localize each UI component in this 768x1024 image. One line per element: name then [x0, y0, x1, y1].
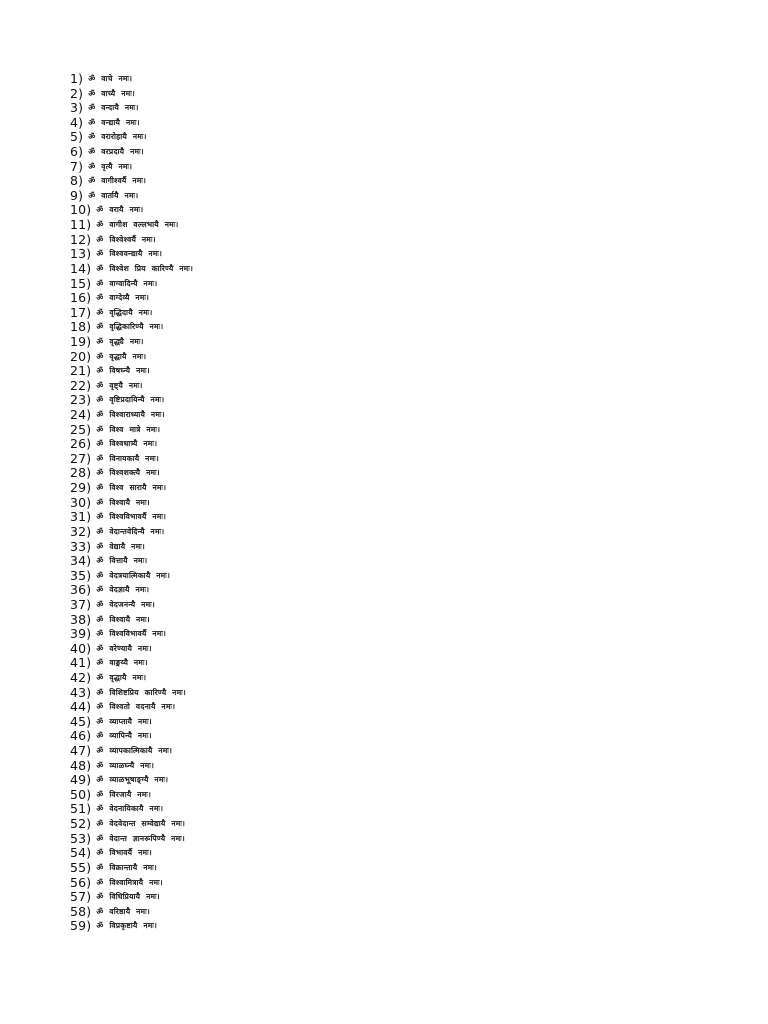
list-item: [70, 919, 193, 934]
list-item: [70, 802, 193, 817]
item-number: 21): [70, 363, 92, 379]
item-number: 43): [70, 684, 92, 700]
mantra-text: ॐ व्याळभूषाङ्ग्यै नमः।: [96, 775, 169, 785]
item-number: 36): [70, 582, 92, 598]
mantra-text: ॐ विश्वधात्र्यै नमः।: [96, 439, 158, 449]
mantra-text: ॐ विभावर्यै नमः।: [96, 848, 152, 858]
mantra-text: ॐ विश्वामित्रायै नमः।: [96, 877, 163, 887]
mantra-text: ॐ विश्वाराध्यायै नमः।: [96, 410, 165, 420]
list-item: [70, 291, 193, 306]
item-number: 58): [70, 903, 92, 919]
item-number: 16): [70, 290, 92, 306]
mantra-text: ॐ वेदवेदान्त सम्वेद्यायै नमः।: [96, 819, 186, 829]
list-item: [70, 481, 193, 496]
list-item: [70, 350, 193, 365]
mantra-text: ॐ विश्वतो वदनायै नमः।: [96, 702, 176, 712]
list-item: [70, 393, 193, 408]
mantra-text: ॐ विशिष्टप्रिय कारिण्यै नमः।: [96, 687, 186, 697]
mantra-text: ॐ वरेण्यायै नमः।: [96, 643, 152, 653]
mantra-text: ॐ विधिप्रियायै नमः।: [96, 892, 160, 902]
item-number: 1): [70, 71, 84, 86]
list-item: [70, 832, 193, 847]
mantra-text: ॐ विश्वशक्त्यै नमः।: [96, 468, 160, 478]
item-number: 22): [70, 377, 92, 393]
item-number: 57): [70, 889, 92, 905]
item-number: 38): [70, 611, 92, 627]
item-number: 49): [70, 772, 92, 788]
mantra-text: ॐ वेदज्ञायै नमः।: [96, 585, 150, 595]
list-item: [70, 642, 193, 657]
mantra-text: ॐ वरारोहायै नमः।: [88, 132, 147, 142]
item-number: 10): [70, 202, 92, 218]
item-number: 23): [70, 392, 92, 408]
item-number: 52): [70, 816, 92, 832]
mantra-text: ॐ वागीश वल्लभायै नमः।: [96, 220, 179, 230]
list-item: [70, 773, 193, 788]
mantra-text: ॐ विक्रान्तायै नमः।: [96, 862, 157, 872]
item-number: 7): [70, 158, 84, 174]
list-item: [70, 671, 193, 686]
list-item: [70, 364, 193, 379]
item-number: 28): [70, 465, 92, 481]
list-item: [70, 408, 193, 423]
list-item: [70, 203, 193, 218]
list-item: [70, 510, 193, 525]
list-item: [70, 554, 193, 569]
mantra-text: ॐ वाङ्मय्यै नमः।: [96, 658, 148, 668]
mantra-text: ॐ विश्व मात्रे नमः।: [96, 424, 161, 434]
list-item: [70, 496, 193, 511]
item-number: 18): [70, 319, 92, 335]
mantra-text: ॐ विश्वविभावर्यै नमः।: [96, 629, 167, 639]
list-item: [70, 101, 193, 116]
mantra-text: ॐ वृष्टिप्रदायिन्यै नमः।: [96, 395, 165, 405]
item-number: 35): [70, 567, 92, 583]
list-item: [70, 130, 193, 145]
list-item: [70, 379, 193, 394]
mantra-text: ॐ वरायै नमः।: [96, 205, 144, 215]
list-item: [70, 233, 193, 248]
mantra-text: ॐ वाग्वादिन्यै नमः।: [96, 278, 158, 288]
item-number: 25): [70, 421, 92, 437]
list-item: [70, 686, 193, 701]
list-item: [70, 613, 193, 628]
list-item: [70, 788, 193, 803]
list-item: [70, 861, 193, 876]
list-item: [70, 583, 193, 598]
mantra-text: ॐ वृद्धायै नमः।: [96, 351, 147, 361]
list-item: [70, 466, 193, 481]
mantra-text: ॐ वाच्यै नमः।: [88, 88, 136, 98]
mantra-text: ॐ विश्वायै नमः।: [96, 497, 150, 507]
item-number: 32): [70, 523, 92, 539]
list-item: [70, 700, 193, 715]
mantra-text: ॐ वन्दायै नमः।: [88, 103, 139, 113]
item-number: 8): [70, 173, 84, 189]
list-item: [70, 715, 193, 730]
item-number: 2): [70, 85, 84, 101]
list-item: [70, 306, 193, 321]
item-number: 55): [70, 859, 92, 875]
mantra-text: ॐ वेदत्रयात्मिकायै नमः।: [96, 570, 171, 580]
mantra-text: ॐ वेदान्त ज्ञानरूपिण्यै नमः।: [96, 833, 185, 843]
mantra-text: ॐ वन्द्यायै नमः।: [88, 117, 140, 127]
mantra-list: [70, 72, 193, 934]
list-item: [70, 218, 193, 233]
mantra-text: ॐ व्याप्तायै नमः।: [96, 716, 152, 726]
mantra-text: ॐ व्यापकात्मिकायै नमः।: [96, 746, 173, 756]
item-number: 59): [70, 918, 92, 934]
list-item: [70, 262, 193, 277]
mantra-text: ॐ विश्वविभावर्यै नमः।: [96, 512, 167, 522]
list-item: [70, 423, 193, 438]
item-number: 47): [70, 743, 92, 759]
item-number: 4): [70, 114, 84, 130]
item-number: 19): [70, 333, 92, 349]
mantra-text: ॐ वाग्देव्यै नमः।: [96, 293, 150, 303]
item-number: 51): [70, 801, 92, 817]
mantra-text: ॐ वृद्धिदायै नमः।: [96, 307, 153, 317]
item-number: 14): [70, 260, 92, 276]
list-item: [70, 174, 193, 189]
item-number: 44): [70, 699, 92, 715]
list-item: [70, 247, 193, 262]
item-number: 34): [70, 553, 92, 569]
mantra-text: ॐ विश्व सारायै नमः।: [96, 483, 167, 493]
item-number: 48): [70, 757, 92, 773]
list-item: [70, 569, 193, 584]
item-number: 13): [70, 246, 92, 262]
item-number: 40): [70, 640, 92, 656]
mantra-text: ॐ वेदजनन्यै नमः।: [96, 599, 155, 609]
list-item: [70, 598, 193, 613]
item-number: 31): [70, 509, 92, 525]
mantra-text: ॐ विप्रकृष्टायै नमः।: [96, 921, 158, 931]
mantra-text: ॐ विनायकायै नमः।: [96, 453, 159, 463]
list-item: [70, 277, 193, 292]
item-number: 3): [70, 100, 84, 116]
item-number: 50): [70, 786, 92, 802]
item-number: 42): [70, 669, 92, 685]
item-number: 30): [70, 494, 92, 510]
mantra-text: ॐ व्यापिन्यै नमः।: [96, 731, 152, 741]
mantra-text: ॐ विश्ववन्द्यायै नमः।: [96, 249, 163, 259]
mantra-text: ॐ वार्तायै नमः।: [88, 190, 139, 200]
mantra-text: ॐ विषघ्न्यै नमः।: [96, 366, 150, 376]
list-item: [70, 744, 193, 759]
list-item: [70, 116, 193, 131]
list-item: [70, 817, 193, 832]
item-number: 17): [70, 304, 92, 320]
list-item: [70, 759, 193, 774]
mantra-text: ॐ वृद्धायै नमः।: [96, 672, 147, 682]
item-number: 5): [70, 129, 84, 145]
item-number: 53): [70, 830, 92, 846]
mantra-text: ॐ वित्तायै नमः।: [96, 556, 148, 566]
list-item: [70, 890, 193, 905]
list-item: [70, 335, 193, 350]
mantra-text: ॐ वृत्यै नमः।: [88, 161, 133, 171]
list-item: [70, 656, 193, 671]
list-item: [70, 437, 193, 452]
item-number: 45): [70, 713, 92, 729]
list-item: [70, 540, 193, 555]
mantra-text: ॐ वेद्यायै नमः।: [96, 541, 145, 551]
item-number: 6): [70, 144, 84, 160]
item-number: 12): [70, 231, 92, 247]
item-number: 46): [70, 728, 92, 744]
mantra-text: ॐ वेदान्तवेदिन्यै नमः।: [96, 526, 165, 536]
item-number: 39): [70, 626, 92, 642]
mantra-text: ॐ व्याळघ्न्यै नमः।: [96, 760, 155, 770]
mantra-text: ॐ वृद्ध्यै नमः।: [96, 336, 144, 346]
list-item: [70, 87, 193, 102]
mantra-text: ॐ विरजायै नमः।: [96, 789, 152, 799]
mantra-text: ॐ विश्वेश्वर्यै नमः।: [96, 234, 156, 244]
item-number: 11): [70, 217, 92, 233]
mantra-text: ॐ वरिष्ठायै नमः।: [96, 906, 150, 916]
mantra-text: ॐ वेदनायिकायै नमः।: [96, 804, 164, 814]
item-number: 37): [70, 596, 92, 612]
list-item: [70, 160, 193, 175]
item-number: 20): [70, 348, 92, 364]
item-number: 26): [70, 436, 92, 452]
mantra-text: ॐ विश्वायै नमः।: [96, 614, 150, 624]
mantra-text: ॐ विश्वेश प्रिय कारिण्यै नमः।: [96, 263, 194, 273]
item-number: 9): [70, 187, 84, 203]
list-item: [70, 729, 193, 744]
list-item: [70, 72, 193, 87]
item-number: 33): [70, 538, 92, 554]
list-item: [70, 320, 193, 335]
item-number: 24): [70, 407, 92, 423]
list-item: [70, 189, 193, 204]
list-item: [70, 876, 193, 891]
mantra-text: ॐ वृष्ट्यै नमः।: [96, 380, 143, 390]
list-item: [70, 905, 193, 920]
item-number: 54): [70, 845, 92, 861]
list-item: [70, 525, 193, 540]
list-item: [70, 452, 193, 467]
list-item: [70, 145, 193, 160]
item-number: 41): [70, 655, 92, 671]
mantra-text: ॐ वागीश्वर्यै नमः।: [88, 176, 147, 186]
mantra-text: ॐ वरप्रदायै नमः।: [88, 147, 144, 157]
item-number: 29): [70, 480, 92, 496]
item-number: 56): [70, 874, 92, 890]
list-item: [70, 846, 193, 861]
item-number: 27): [70, 450, 92, 466]
mantra-text: ॐ वृद्धिकारिण्यै नमः।: [96, 322, 164, 332]
item-number: 15): [70, 275, 92, 291]
list-item: [70, 627, 193, 642]
mantra-text: ॐ वाचे नमः।: [88, 74, 133, 83]
